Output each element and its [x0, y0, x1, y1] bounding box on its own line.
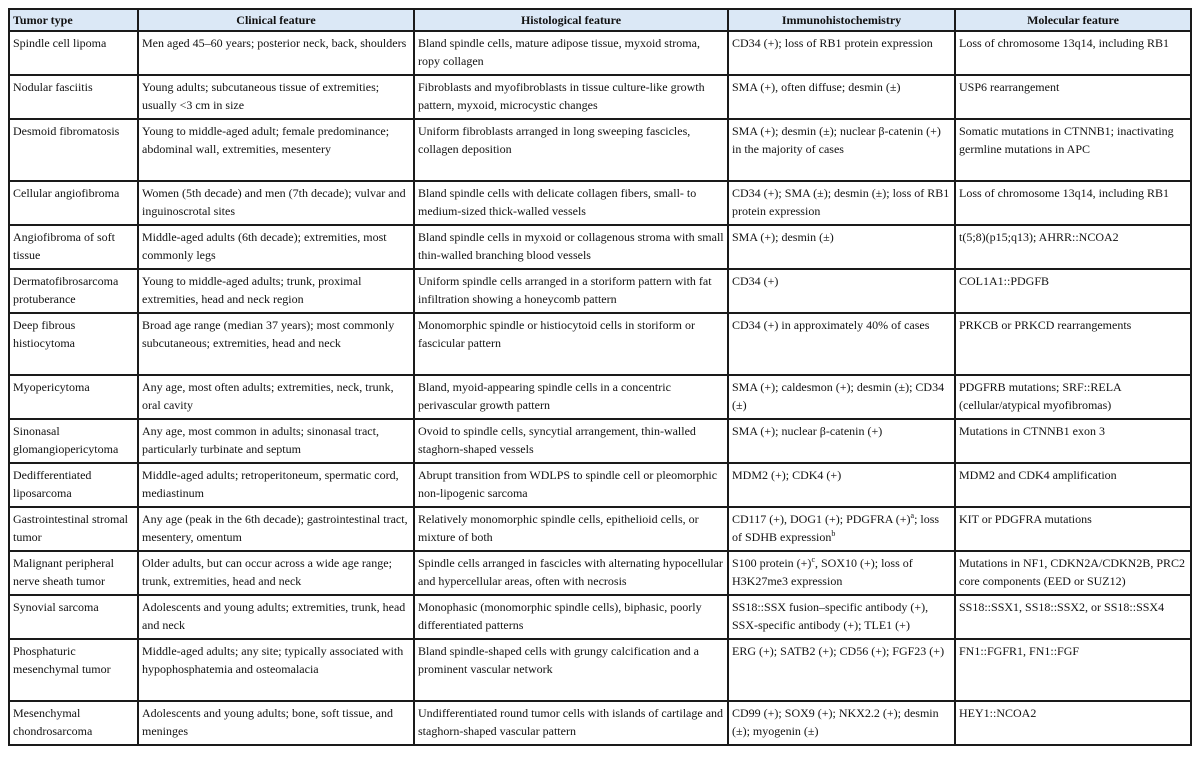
tumor-type-cell: Malignant peripheral nerve sheath tumor	[9, 551, 138, 595]
clinical-feature-cell: Young adults; subcutaneous tissue of extremities; usually <3 cm in size	[138, 75, 414, 119]
table-row	[9, 269, 1191, 313]
table-row	[9, 225, 1191, 269]
footnote-marker: b	[831, 529, 836, 538]
header-molecular-feature: Molecular feature	[955, 9, 1191, 31]
tumor-type-cell: Dermatofibrosarcoma protuberance	[9, 269, 138, 313]
molecular-feature-cell: FN1::FGFR1, FN1::FGF	[955, 639, 1191, 701]
ihc-text-part: S100 protein (+)	[732, 556, 812, 570]
histological-feature-cell: Spindle cells arranged in fascicles with alternating hypocellular and hypercellular areas, often with necrosis	[414, 551, 728, 595]
histological-feature-cell: Abrupt transition from WDLPS to spindle cell or pleomorphic non-lipogenic sarcoma	[414, 463, 728, 507]
tumor-type-cell: Gastrointestinal stromal tumor	[9, 507, 138, 551]
table-row	[9, 701, 1191, 745]
clinical-feature-cell: Young to middle-aged adult; female predominance; abdominal wall, extremities, mesentery	[138, 119, 414, 181]
ihc-cell	[728, 551, 955, 595]
ihc-cell: SMA (+); desmin (±)	[728, 225, 955, 269]
molecular-feature-cell: HEY1::NCOA2	[955, 701, 1191, 745]
tumor-type-cell: Sinonasal glomangiopericytoma	[9, 419, 138, 463]
tumor-type-cell: Spindle cell lipoma	[9, 31, 138, 75]
histological-feature-cell: Bland spindle cells, mature adipose tissue, myxoid stroma, ropy collagen	[414, 31, 728, 75]
clinical-feature-cell: Middle-aged adults; retroperitoneum, spermatic cord, mediastinum	[138, 463, 414, 507]
clinical-feature-cell: Any age, most common in adults; sinonasal tract, particularly turbinate and septum	[138, 419, 414, 463]
molecular-feature-cell: t(5;8)(p15;q13); AHRR::NCOA2	[955, 225, 1191, 269]
clinical-feature-cell: Broad age range (median 37 years); most commonly subcutaneous; extremities, head and neck	[138, 313, 414, 375]
histological-feature-cell: Monophasic (monomorphic spindle cells), biphasic, poorly differentiated patterns	[414, 595, 728, 639]
table-row	[9, 419, 1191, 463]
clinical-feature-cell: Any age, most often adults; extremities, neck, trunk, oral cavity	[138, 375, 414, 419]
ihc-cell	[728, 507, 955, 551]
histological-feature-cell: Bland spindle cells in myxoid or collagenous stroma with small thin-walled branching blood vessels	[414, 225, 728, 269]
table-row	[9, 595, 1191, 639]
table-row	[9, 31, 1191, 75]
header-row	[9, 9, 1191, 31]
molecular-feature-cell: USP6 rearrangement	[955, 75, 1191, 119]
clinical-feature-cell: Young to middle-aged adults; trunk, proximal extremities, head and neck region	[138, 269, 414, 313]
tumor-type-cell: Cellular angiofibroma	[9, 181, 138, 225]
molecular-feature-cell: Loss of chromosome 13q14, including RB1	[955, 31, 1191, 75]
ihc-cell: SS18::SSX fusion–specific antibody (+), SSX-specific antibody (+); TLE1 (+)	[728, 595, 955, 639]
ihc-cell: ERG (+); SATB2 (+); CD56 (+); FGF23 (+)	[728, 639, 955, 701]
molecular-feature-cell: Mutations in NF1, CDKN2A/CDKN2B, PRC2 core components (EED or SUZ12)	[955, 551, 1191, 595]
tumor-type-cell: Angiofibroma of soft tissue	[9, 225, 138, 269]
table-row	[9, 639, 1191, 701]
histological-feature-cell: Bland, myoid-appearing spindle cells in a concentric perivascular growth pattern	[414, 375, 728, 419]
ihc-cell: CD34 (+); SMA (±); desmin (±); loss of RB1 protein expression	[728, 181, 955, 225]
ihc-cell: CD34 (+) in approximately 40% of cases	[728, 313, 955, 375]
tumor-type-cell: Mesenchymal chondrosarcoma	[9, 701, 138, 745]
ihc-cell: CD34 (+)	[728, 269, 955, 313]
molecular-feature-cell: PDGFRB mutations; SRF::RELA (cellular/atypical myofibromas)	[955, 375, 1191, 419]
molecular-feature-cell: MDM2 and CDK4 amplification	[955, 463, 1191, 507]
tumor-type-cell: Desmoid fibromatosis	[9, 119, 138, 181]
ihc-cell: SMA (+), often diffuse; desmin (±)	[728, 75, 955, 119]
histological-feature-cell: Bland spindle cells with delicate collagen fibers, small- to medium-sized thick-walled vessels	[414, 181, 728, 225]
clinical-feature-cell: Adolescents and young adults; extremities, trunk, head and neck	[138, 595, 414, 639]
histological-feature-cell: Monomorphic spindle or histiocytoid cells in storiform or fascicular pattern	[414, 313, 728, 375]
header-tumor-type: Tumor type	[9, 9, 138, 31]
histological-feature-cell: Undifferentiated round tumor cells with islands of cartilage and staghorn-shaped vascular pattern	[414, 701, 728, 745]
ihc-cell: SMA (+); nuclear β-catenin (+)	[728, 419, 955, 463]
table-row	[9, 313, 1191, 375]
molecular-feature-cell: PRKCB or PRKCD rearrangements	[955, 313, 1191, 375]
histological-feature-cell: Ovoid to spindle cells, syncytial arrangement, thin-walled staghorn-shaped vessels	[414, 419, 728, 463]
molecular-feature-cell: COL1A1::PDGFB	[955, 269, 1191, 313]
molecular-feature-cell: Mutations in CTNNB1 exon 3	[955, 419, 1191, 463]
clinical-feature-cell: Middle-aged adults (6th decade); extremities, most commonly legs	[138, 225, 414, 269]
clinical-feature-cell: Women (5th decade) and men (7th decade); vulvar and inguinoscrotal sites	[138, 181, 414, 225]
footnote-marker: c	[811, 555, 815, 564]
molecular-feature-cell: Loss of chromosome 13q14, including RB1	[955, 181, 1191, 225]
table-row	[9, 551, 1191, 595]
tumor-type-cell: Deep fibrous histiocytoma	[9, 313, 138, 375]
molecular-feature-cell: SS18::SSX1, SS18::SSX2, or SS18::SSX4	[955, 595, 1191, 639]
ihc-cell: SMA (+); caldesmon (+); desmin (±); CD34 (±)	[728, 375, 955, 419]
table-body	[9, 31, 1191, 745]
table-header	[9, 9, 1191, 31]
tumor-type-cell: Phosphaturic mesenchymal tumor	[9, 639, 138, 701]
table-row	[9, 75, 1191, 119]
ihc-text-part: ; loss of SDHB expression	[732, 512, 940, 544]
tumor-type-cell: Nodular fasciitis	[9, 75, 138, 119]
table-row	[9, 375, 1191, 419]
header-clinical-feature: Clinical feature	[138, 9, 414, 31]
histological-feature-cell: Bland spindle-shaped cells with grungy calcification and a prominent vascular network	[414, 639, 728, 701]
molecular-feature-cell: KIT or PDGFRA mutations	[955, 507, 1191, 551]
clinical-feature-cell: Adolescents and young adults; bone, soft tissue, and meninges	[138, 701, 414, 745]
ihc-cell: MDM2 (+); CDK4 (+)	[728, 463, 955, 507]
clinical-feature-cell: Men aged 45–60 years; posterior neck, back, shoulders	[138, 31, 414, 75]
table-row	[9, 507, 1191, 551]
tumor-comparison-table	[8, 8, 1192, 746]
ihc-text-part: CD117 (+), DOG1 (+); PDGFRA (+)	[732, 512, 911, 526]
table-row	[9, 463, 1191, 507]
tumor-type-cell: Myopericytoma	[9, 375, 138, 419]
clinical-feature-cell: Older adults, but can occur across a wide age range; trunk, extremities, head and neck	[138, 551, 414, 595]
tumor-type-cell: Synovial sarcoma	[9, 595, 138, 639]
tumor-type-cell: Dedifferentiated liposarcoma	[9, 463, 138, 507]
ihc-cell: SMA (+); desmin (±); nuclear β-catenin (+) in the majority of cases	[728, 119, 955, 181]
header-histological-feature: Histological feature	[414, 9, 728, 31]
table-row	[9, 119, 1191, 181]
ihc-text-part: , SOX10 (+); loss of H3K27me3 expression	[732, 556, 913, 588]
ihc-cell: CD34 (+); loss of RB1 protein expression	[728, 31, 955, 75]
footnote-marker: a	[910, 511, 915, 520]
molecular-feature-cell: Somatic mutations in CTNNB1; inactivating germline mutations in APC	[955, 119, 1191, 181]
histological-feature-cell: Relatively monomorphic spindle cells, epithelioid cells, or mixture of both	[414, 507, 728, 551]
histological-feature-cell: Uniform spindle cells arranged in a storiform pattern with fat infiltration showing a honeycomb pattern	[414, 269, 728, 313]
histological-feature-cell: Uniform fibroblasts arranged in long sweeping fascicles, collagen deposition	[414, 119, 728, 181]
clinical-feature-cell: Middle-aged adults; any site; typically associated with hypophosphatemia and osteomalacia	[138, 639, 414, 701]
header-immunohistochemistry: Immunohistochemistry	[728, 9, 955, 31]
ihc-cell: CD99 (+); SOX9 (+); NKX2.2 (+); desmin (±); myogenin (±)	[728, 701, 955, 745]
table-row	[9, 181, 1191, 225]
histological-feature-cell: Fibroblasts and myofibroblasts in tissue culture-like growth pattern, myxoid, microcystic changes	[414, 75, 728, 119]
clinical-feature-cell: Any age (peak in the 6th decade); gastrointestinal tract, mesentery, omentum	[138, 507, 414, 551]
